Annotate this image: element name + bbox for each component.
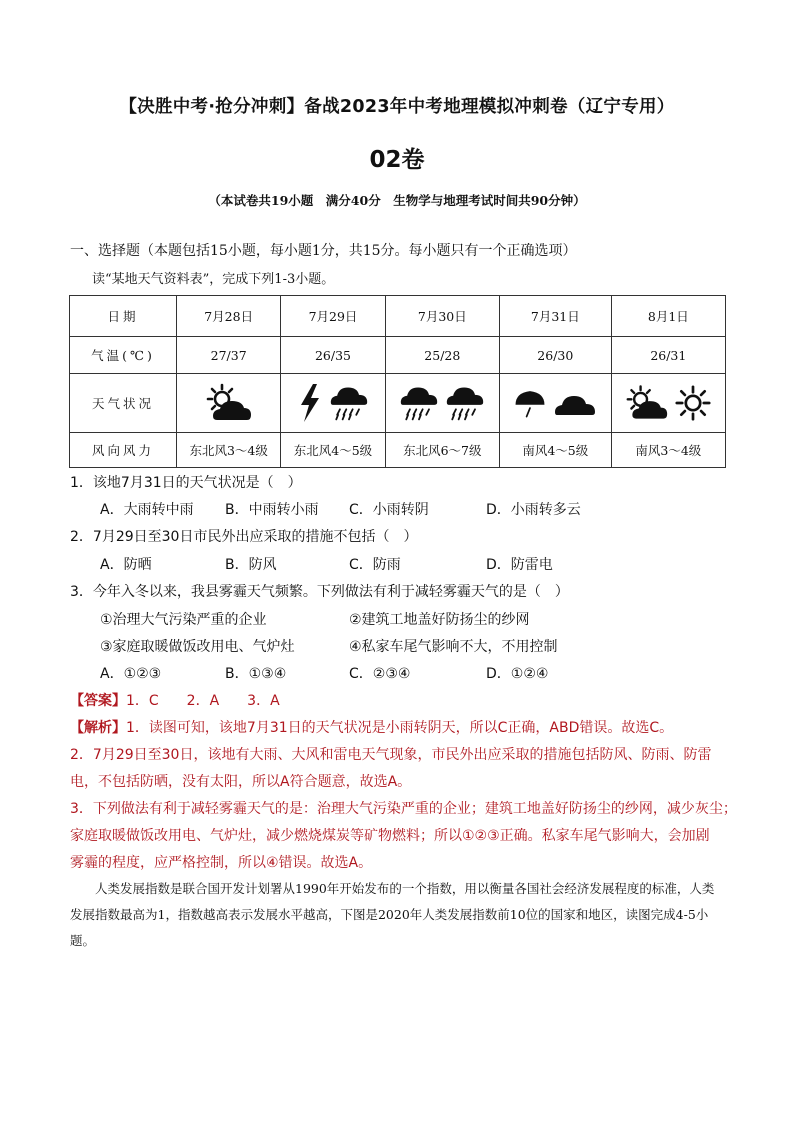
weather-cell bbox=[177, 374, 281, 433]
sun-behind-cloud-icon bbox=[625, 384, 669, 422]
question-1-stem: 1．该地7月31日的天气状况是（ ） bbox=[70, 475, 302, 491]
lightning-icon bbox=[297, 383, 323, 423]
analysis-3b-text: 家庭取暖做饭改用电、气炉灶，减少燃烧煤炭等矿物燃料；所以①②③正确。私家车尾气影响大，会加剧 bbox=[70, 828, 710, 844]
temp-cell: 25/28 bbox=[385, 337, 499, 374]
cloud-icon bbox=[553, 388, 597, 418]
weather-cell bbox=[611, 374, 725, 433]
question-intro: 读“某地天气资料表”，完成下列1-3小题。 bbox=[92, 272, 335, 287]
temp-cell: 26/30 bbox=[499, 337, 611, 374]
weather-table bbox=[69, 295, 726, 468]
question-2-option-c: C．防雨 bbox=[349, 557, 401, 573]
date-cell: 7月28日 bbox=[177, 296, 281, 337]
wind-cell: 东北风4～5级 bbox=[281, 433, 385, 468]
exam-title: 【决胜中考·抢分冲刺】备战2023年中考地理模拟冲刺卷（辽宁专用） bbox=[119, 97, 675, 117]
question-2-option-d: D．防雷电 bbox=[486, 557, 553, 573]
heavy-rain-icon bbox=[445, 384, 485, 422]
table-row bbox=[70, 296, 726, 337]
wind-cell: 东北风6～7级 bbox=[385, 433, 499, 468]
wind-cell: 南风3～4级 bbox=[611, 433, 725, 468]
question-3-item-3: ③家庭取暖做饭改用电、气炉灶 bbox=[100, 639, 295, 655]
question-3-option-d: D．①②④ bbox=[486, 666, 549, 682]
temp-cell: 26/35 bbox=[281, 337, 385, 374]
heavy-rain-icon bbox=[399, 384, 439, 422]
question-3-option-b: B．①③④ bbox=[225, 666, 287, 682]
table-row bbox=[70, 374, 726, 433]
date-cell: 8月1日 bbox=[611, 296, 725, 337]
question-2-option-b: B．防风 bbox=[225, 557, 277, 573]
answer-text: 1．C 2．A 3．A bbox=[126, 693, 280, 709]
weather-cell bbox=[385, 374, 499, 433]
wind-cell: 南风4～5级 bbox=[499, 433, 611, 468]
temp-cell: 26/31 bbox=[611, 337, 725, 374]
question-3-item-2: ②建筑工地盖好防扬尘的纱网 bbox=[349, 612, 530, 628]
row-label-date: 日期 bbox=[70, 296, 177, 337]
row-label-weather: 天气状况 bbox=[70, 374, 177, 433]
section-heading: 一、选择题（本题包括15小题，每小题1分，共15分。每小题只有一个正确选项） bbox=[70, 243, 577, 259]
question-1-option-c: C．小雨转阴 bbox=[349, 502, 429, 518]
date-cell: 7月31日 bbox=[499, 296, 611, 337]
question-3-option-a: A．①②③ bbox=[100, 666, 162, 682]
question-3-option-c: C．②③④ bbox=[349, 666, 411, 682]
question-3-item-4: ④私家车尾气影响不大，不用控制 bbox=[349, 639, 558, 655]
analysis-1-text: 1．读图可知，该地7月31日的天气状况是小雨转阴天，所以C正确，ABD错误。故选C。 bbox=[126, 720, 674, 736]
weather-cell bbox=[281, 374, 385, 433]
exam-volume: 02卷 bbox=[369, 147, 425, 173]
date-cell: 7月30日 bbox=[385, 296, 499, 337]
wind-cell: 东北风3～4级 bbox=[177, 433, 281, 468]
question-3-item-1: ①治理大气污染严重的企业 bbox=[100, 612, 267, 628]
analysis-2a-text: 2．7月29日至30日，该地有大雨、大风和雷电天气现象，市民外出应采取的措施包括防风、防雨、防雷 bbox=[70, 747, 712, 763]
question-1-option-b: B．中雨转小雨 bbox=[225, 502, 319, 518]
exam-note: （本试卷共19小题 满分40分 生物学与地理考试时间共90分钟） bbox=[208, 193, 586, 208]
sun-icon bbox=[675, 385, 711, 421]
analysis-3a-text: 3．下列做法有利于减轻雾霾天气的是：治理大气污染严重的企业；建筑工地盖好防扬尘的纱网，减少灰尘； bbox=[70, 801, 737, 817]
analysis-label: 【解析】 bbox=[70, 720, 126, 736]
question-1-option-a: A．大雨转中雨 bbox=[100, 502, 194, 518]
analysis-3c-text: 雾霾的程度，应严格控制，所以④错误。故选A。 bbox=[70, 855, 373, 871]
question-2-option-a: A．防晒 bbox=[100, 557, 152, 573]
question-1-option-d: D．小雨转多云 bbox=[486, 502, 581, 518]
sun-behind-cloud-icon bbox=[205, 383, 253, 423]
passage-text: 人类发展指数是联合国开发计划署从1990年开始发布的一个指数，用以衡量各国社会经济发展程度的标准，人类发展指数最高为1，指数越高表示发展水平越高，下图是2020年人类发展指数前10位的国家和地区，读图完成4-5小题。 bbox=[70, 881, 715, 948]
row-label-wind: 风向风力 bbox=[70, 433, 177, 468]
answer-line bbox=[70, 690, 280, 710]
table-row bbox=[70, 337, 726, 374]
analysis-2b-text: 电，不包括防晒，没有太阳，所以A符合题意，故选A。 bbox=[70, 774, 412, 790]
temp-cell: 27/37 bbox=[177, 337, 281, 374]
answer-label: 【答案】 bbox=[70, 693, 126, 709]
question-3-stem: 3．今年入冬以来，我县雾霾天气频繁。下列做法有利于减轻雾霾天气的是（ ） bbox=[70, 584, 569, 600]
light-rain-icon bbox=[513, 385, 547, 421]
date-cell: 7月29日 bbox=[281, 296, 385, 337]
weather-cell bbox=[499, 374, 611, 433]
row-label-temp: 气温(℃) bbox=[70, 337, 177, 374]
heavy-rain-icon bbox=[329, 384, 369, 422]
table-row bbox=[70, 433, 726, 468]
analysis-line-1 bbox=[70, 717, 673, 737]
question-2-stem: 2．7月29日至30日市民外出应采取的措施不包括（ ） bbox=[70, 529, 418, 545]
